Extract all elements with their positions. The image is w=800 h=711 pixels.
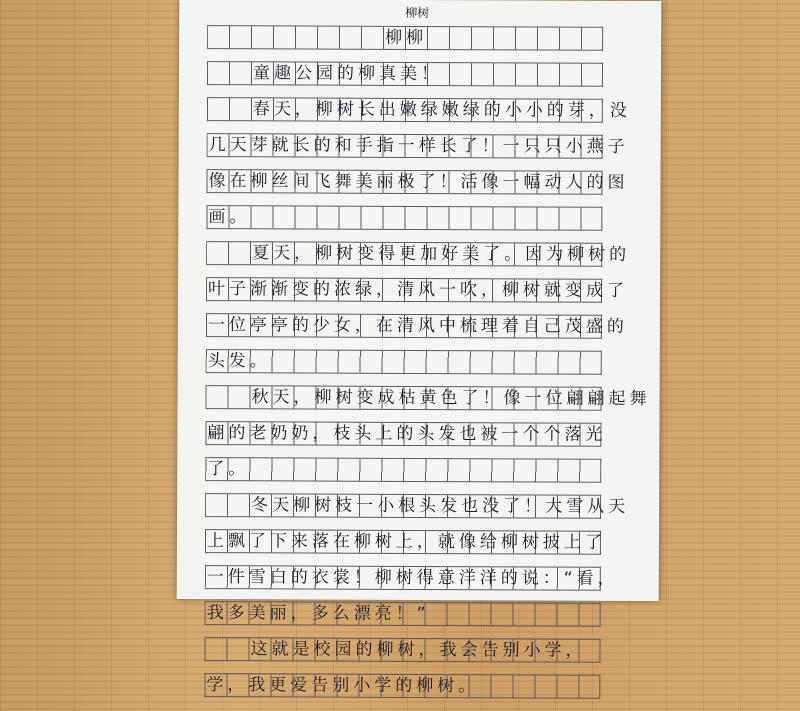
- grid-row: [206, 385, 651, 411]
- essay-line: 夏天，柳树变得更加好美了。因为柳树的: [252, 243, 631, 265]
- essay-line: 翩的老奶奶，枝头上的头发也被一个个落光: [207, 423, 607, 445]
- essay-line: 秋天，柳树变成枯黄色了！像一位翩翩起舞: [251, 387, 651, 410]
- grid-row: [205, 457, 601, 483]
- grid-row: [206, 241, 631, 267]
- essay-line: 几天芽就长的和手指一样长了！一只只小燕子: [208, 135, 629, 157]
- grid-row: [206, 169, 629, 195]
- essay-line: 学，我更爱告别小学的柳树。: [206, 675, 480, 697]
- essay-line: 春天，柳树长出嫩绿嫩绿的小小的芽，没: [252, 99, 631, 121]
- essay-line: 上飘了下来落在柳树上，就像给柳树披上了: [206, 531, 606, 553]
- grid-row: [206, 277, 629, 303]
- essay-line: 一件雪白的衣裳！柳树得意洋洋的说：“看，: [206, 567, 619, 589]
- grid-row: [206, 313, 628, 339]
- grid-row: [205, 601, 601, 627]
- grid-row: [204, 637, 600, 663]
- essay-line: 画。: [208, 207, 251, 228]
- title-annotation: 柳树: [405, 5, 430, 21]
- grid-row: [207, 133, 629, 159]
- essay-line: 一位亭亭的少女，在清风中梳理着自己茂盛的: [207, 315, 628, 337]
- grid-row: [207, 25, 603, 51]
- essay-line: 我多美丽，多么漂亮！”: [206, 603, 430, 625]
- grid-row: [207, 61, 603, 87]
- correction-line: 柳柳: [385, 27, 428, 49]
- grid-row: [207, 97, 631, 123]
- writing-grid: [204, 25, 651, 711]
- essay-title: 童趣公园的柳真美！: [252, 63, 443, 85]
- grid-row: [205, 565, 619, 591]
- grid-row: [205, 421, 607, 447]
- grid-row: [206, 349, 602, 375]
- essay-line: 这就是校园的柳树，我会告别小学，: [250, 639, 587, 661]
- essay-line: 像在柳丝间飞舞美丽极了！活像一幅动人的图: [208, 171, 629, 193]
- essay-line: 冬天柳树枝一小根头发也没了！大雪从天: [251, 495, 630, 517]
- grid-row: [204, 673, 600, 699]
- essay-line: 头发。: [207, 351, 271, 372]
- essay-paper: [177, 0, 662, 697]
- grid-row: [205, 493, 630, 519]
- grid-row: [205, 529, 606, 555]
- essay-line: 了。: [207, 459, 250, 480]
- grid-row: [206, 205, 602, 231]
- essay-line: 叶子渐渐变的浓绿，清风一吹，柳树就变成了: [208, 279, 629, 301]
